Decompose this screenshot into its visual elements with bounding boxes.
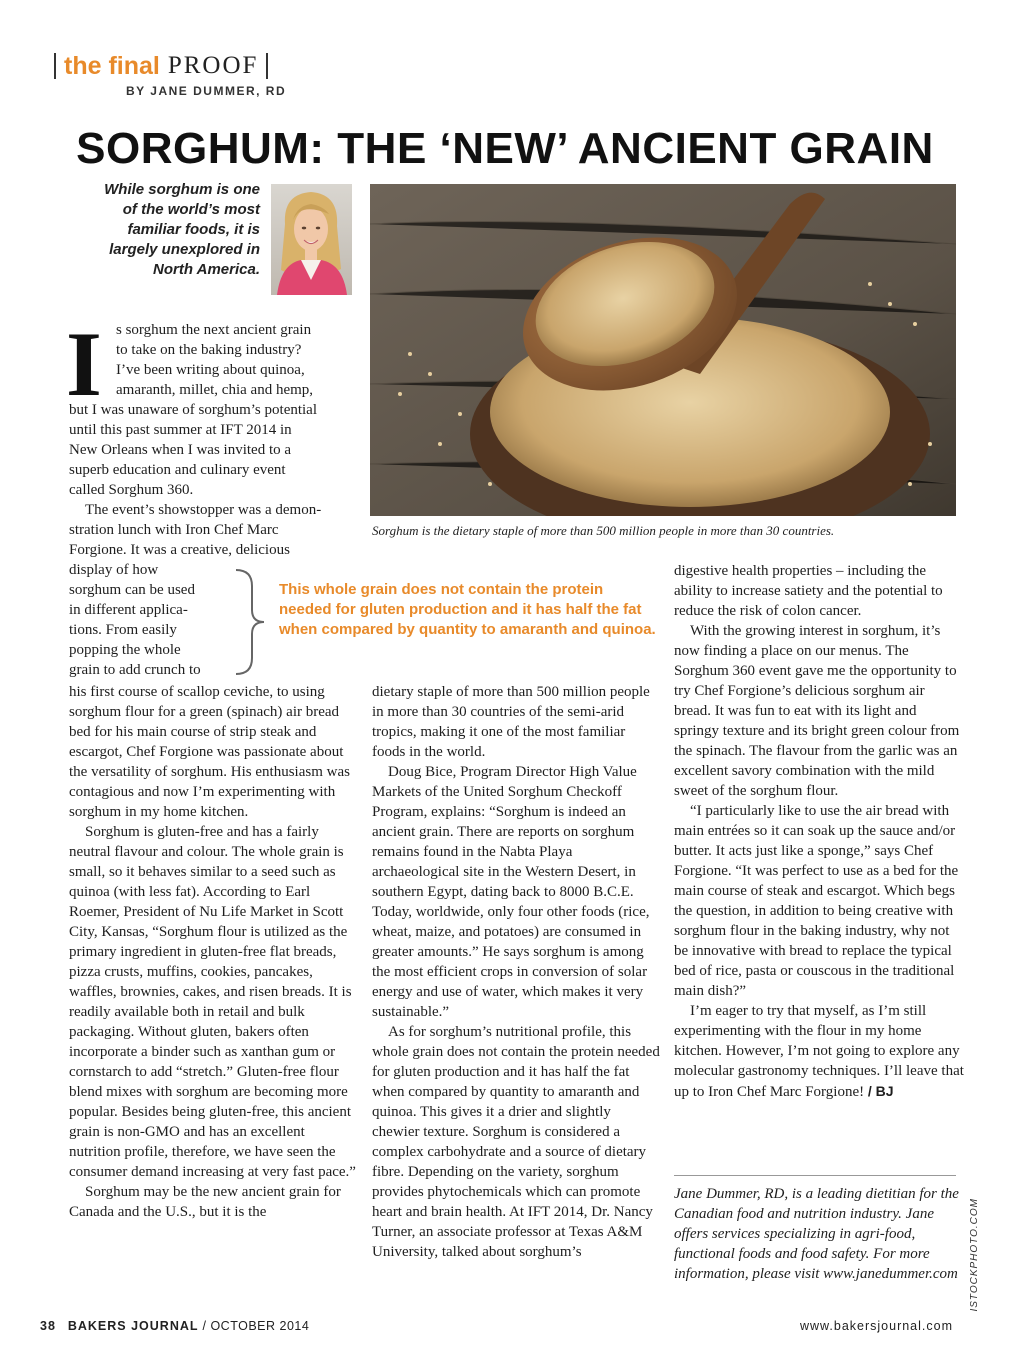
paragraph-text: I’m eager to try that myself, as I’m still experimenting with the flour in my home kitchen. However, I’m not going to explore any molecular gastronomy techniques. I’ll leave that up to Iron Chef Marc Forgione!: [674, 1003, 964, 1100]
article-headline: SORGHUM: THE ‘NEW’ ANCIENT GRAIN: [76, 124, 934, 173]
text-line: in different applica-: [69, 602, 188, 618]
website-url[interactable]: www.bakersjournal.com: [800, 1319, 953, 1333]
text-line: tions. From easily: [69, 622, 177, 638]
sorghum-spoon-photo: [370, 184, 956, 516]
paragraph: Sorghum may be the new ancient grain for Canada and the U.S., but it is the: [69, 1184, 341, 1220]
column-1-body: [69, 682, 359, 1222]
paragraph: digestive health properties – including the ability to increase satiety and the potential to reduce the risk of colon cancer.: [674, 563, 943, 619]
paragraph: “I particularly like to use the air bread with main entrées so it can soak up the sauce and/or butter. It acts just like a sponge,” says Chef Forgione. “It was perfect to use as a bed for the main course of steak and escargot. Which begs the question, in addition to being creative with sorghum flour in the baking industry, why not be innovative with bread to replace the typical bed of rice, pasta or couscous in the traditional main dish?”: [674, 803, 959, 999]
masthead-bar-left: [54, 53, 56, 79]
text-line: amaranth, millet, chia and hemp,: [116, 382, 314, 398]
paragraph: his first course of scallop ceviche, to using sorghum flour for a green (spinach) air bread bed for his main course of strip steak and escargot, Chef Forgione was passionate about the versatility of sorghum. His enthusiasm was contagious and now I’m experimenting with sorghum in my home kitchen.: [69, 684, 350, 820]
text-line: s sorghum the next ancient grain: [116, 322, 312, 338]
masthead-bar-right: [266, 53, 268, 79]
paragraph: [674, 1001, 964, 1102]
byline: BY JANE DUMMER, RD: [126, 84, 287, 98]
issue-date: / OCTOBER 2014: [202, 1319, 310, 1333]
text-line: grain to add crunch to: [69, 662, 201, 678]
text-line: sorghum can be used: [69, 582, 195, 598]
column-1-intro: [116, 320, 356, 400]
column-2-body: [372, 682, 662, 1262]
signoff: / BJ: [867, 1083, 894, 1099]
text-line: until this past summer at IFT 2014 in: [69, 422, 292, 438]
paragraph: Doug Bice, Program Director High Value Markets of the United Sorghum Checkoff Program, explains: “Sorghum is indeed an ancient grain. There are reports on sorghum remains found in the Nabta Playa archaeological site in the Western Desert, in southern Egypt, dating back to 8000 B.C.E. Today, worldwide, only four other foods (rice, wheat, maize, and potatoes) are consumed in greater amounts.” He says sorghum is among the most efficient crops in conversion of solar energy and use of water, which makes it very sustainable.”: [372, 764, 650, 1020]
footer-left: [40, 1319, 309, 1333]
text-line: called Sorghum 360.: [69, 482, 194, 498]
section-name: PROOF: [167, 52, 259, 79]
text-line: display of how: [69, 562, 159, 578]
paragraph: With the growing interest in sorghum, it’s now finding a place on our menus. The Sorghum 360 event gave me the opportunity to try Chef Forgione’s delicious sorghum air bread. It was fun to eat with its light and springy texture and its bright green colour from the spinach. The flavour from the garlic was an excellent savory combination with the mild sweet of the sorghum flour.: [674, 623, 960, 799]
author-bio: Jane Dummer, RD, is a leading dietitian for the Canadian food and nutrition industry. Jane offers services specializing in agri-food, functional foods and food safety. For more information, please visit www.janedummer.com: [674, 1186, 959, 1282]
article-deck: While sorghum is one of the world’s most familiar foods, it is largely unexplored in North America.: [104, 181, 260, 278]
text-line: superb education and culinary event: [69, 462, 286, 478]
text-line: stration lunch with Iron Chef Marc: [69, 522, 279, 538]
photo-caption: Sorghum is the dietary staple of more than 500 million people in more than 30 countries.: [372, 523, 835, 538]
photo-credit: ISTOCKPHOTO.COM: [969, 1198, 980, 1312]
text-line: Forgione. It was a creative, delicious: [69, 542, 290, 558]
text-line: but I was unaware of sorghum’s potential: [69, 402, 318, 418]
pull-quote: This whole grain does not contain the protein needed for gluten production and it has half the fat when compared by quantity to amaranth and quinoa.: [279, 581, 656, 638]
drop-cap: I: [66, 313, 102, 415]
text-line: The event’s showstopper was a demon-: [85, 502, 322, 518]
text-line: to take on the baking industry?: [116, 342, 302, 358]
paragraph: dietary staple of more than 500 million people in more than 30 countries of the semi-arid tropics, making it one of the most familiar foods in the world.: [372, 684, 650, 760]
pull-quote-brace: [228, 566, 268, 678]
author-photo: [271, 184, 352, 295]
paragraph: Sorghum is gluten-free and has a fairly neutral flavour and colour. The whole grain is small, so it behaves similar to a seed such as quinoa (with less fat). According to Earl Roemer, President of Nu Life Market in Scott City, Kansas, “Sorghum flour is utilized as the primary ingredient in gluten-free flat breads, pizza crusts, muffins, cookies, pancakes, waffles, brownies, cakes, and risen breads. It is readily available both in retail and bulk packaging. Without gluten, bakers often incorporate a binder such as xanthan gum or cornstarch to add “stretch.” Gluten-free flour blend mixes with sorghum are becoming more popular. Besides being gluten-free, this ancient grain is non-GMO and has an excellent nutrition profile, therefore, we have seen the consumer demand increasing at very fast pace.”: [69, 824, 356, 1180]
section-accent: the final: [64, 51, 160, 80]
bio-divider: [674, 1175, 956, 1176]
page-number: 38: [40, 1319, 56, 1333]
paragraph: As for sorghum’s nutritional profile, this whole grain does not contain the protein needed for gluten production and it has half the fat when compared by quantity to amaranth and quinoa. This gives it a drier and slightly chewier texture. Sorghum is considered a complex carbohydrate and a source of dietary fibre. Depending on the variety, sorghum provides phytochemicals which can promote heart and brain health. At IFT 2014, Dr. Nancy Turner, an associate professor at Texas A&M University, talked about sorghum’s: [372, 1024, 660, 1260]
column-3-body: [674, 561, 964, 1102]
text-line: New Orleans when I was invited to a: [69, 442, 292, 458]
publication-name: BAKERS JOURNAL: [67, 1319, 199, 1333]
text-line: I’ve been writing about quinoa,: [116, 362, 305, 378]
section-masthead: [46, 50, 276, 82]
text-line: popping the whole: [69, 642, 181, 658]
